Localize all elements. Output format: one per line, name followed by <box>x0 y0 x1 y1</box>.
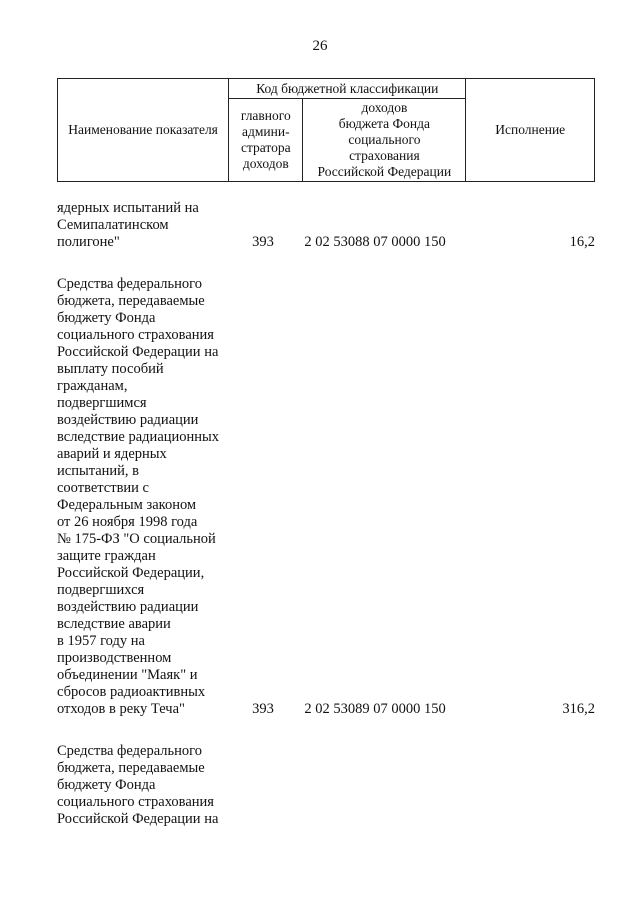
row-name: Средства федерального бюджета, передаваемые бюджету Фонда социального страхования Российской Федерации на выплату пособий гражданам, подвергшимся воздействию радиации вследствие радиационных аварий и ядерных испытаний, в соответствии с Федеральным законом от 26 ноября 1998 года № 175-ФЗ "О социальной защите граждан Российской Федерации, подвергшихся воздействию радиации вследствие аварии в 1957 году на производственном объединении "Маяк" и сбросов радиоактивных отходов в реку Теча" <box>57 276 220 717</box>
header-admin-line: главного <box>240 108 291 123</box>
row-admin-code: 393 <box>252 701 274 717</box>
header-admin-line: доходов <box>242 156 289 171</box>
header-name-column: Наименование показателя <box>58 79 229 182</box>
table-header <box>57 78 595 182</box>
header-code-line: бюджета Фонда <box>338 116 430 131</box>
table-row <box>57 743 595 828</box>
row-execution-value: 316,2 <box>562 701 595 717</box>
row-name: Средства федерального бюджета, передаваемые бюджету Фонда социального страхования Российской Федерации на <box>57 743 219 827</box>
header-code-line: социального <box>348 132 421 147</box>
table-body <box>57 200 595 853</box>
row-admin-code: 393 <box>252 234 274 250</box>
row-classification-code: 2 02 53088 07 0000 150 <box>304 234 446 250</box>
header-admin-line: стратора <box>240 140 291 155</box>
page-number: 26 <box>312 38 328 54</box>
table-row <box>57 200 595 251</box>
header-code-column <box>303 99 466 182</box>
header-code-line: Российской Федерации <box>317 164 452 179</box>
header-code-line: страхования <box>349 148 420 163</box>
row-classification-code: 2 02 53089 07 0000 150 <box>304 701 446 717</box>
header-code-line: доходов <box>361 100 408 115</box>
header-budget-classification-group: Код бюджетной классификации <box>229 79 466 99</box>
header-execution-column: Исполнение <box>466 79 595 182</box>
header-admin-line: админи- <box>242 124 290 139</box>
row-name: ядерных испытаний на Семипалатинском полигоне" <box>57 200 199 250</box>
row-execution-value: 16,2 <box>569 234 595 250</box>
table-row <box>57 276 595 718</box>
header-admin-column <box>229 99 303 182</box>
